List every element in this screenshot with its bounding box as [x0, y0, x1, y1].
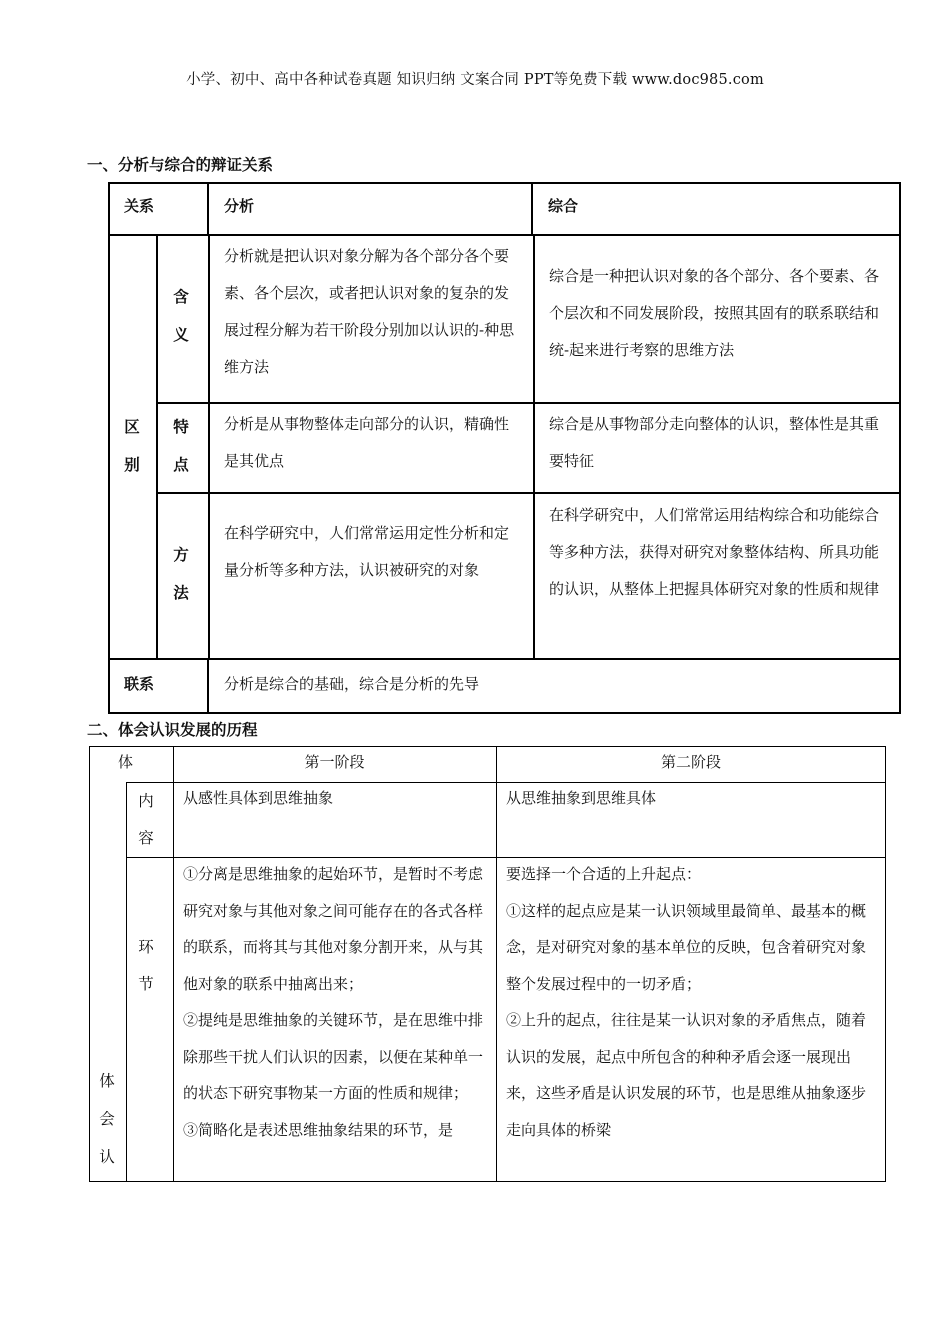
- feature-label-2: 点: [173, 456, 189, 474]
- link-stage2-item: 要选择一个合适的上升起点：: [506, 865, 702, 883]
- page-header: 小学、初中、高中各种试卷真题 知识归纳 文案合同 PPT等免费下载 www.doc985.com: [186, 72, 764, 88]
- relation-header: 关系: [124, 197, 155, 215]
- link-stage1: [183, 856, 493, 1148]
- feature-label-1: 特: [173, 418, 189, 436]
- outer-label-1: 体: [99, 1072, 115, 1090]
- link-stage1-item: ③简略化是表述思维抽象结果的环节，是: [183, 1120, 454, 1139]
- method-label-1: 方: [173, 546, 189, 564]
- connection-text: 分析是综合的基础，综合是分析的先导: [224, 675, 480, 693]
- section2-title: 二、体会认识发展的历程: [87, 721, 258, 739]
- content-stage2: 从思维抽象到思维具体: [506, 789, 657, 807]
- synthesis-header: 综合: [548, 197, 579, 215]
- meaning-label-2: 义: [173, 326, 189, 344]
- link-stage2: [506, 856, 878, 1148]
- meaning-synthesis: 综合是一种把认识对象的各个部分、各个要素、各个层次和不同发展阶段，按照其固有的联系联结和统-起来进行考察的思维方法: [549, 267, 880, 359]
- analysis-header: 分析: [224, 197, 255, 215]
- method-label-2: 法: [173, 584, 189, 602]
- link-label-1: 环: [138, 938, 154, 956]
- section1-title: 一、分析与综合的辩证关系: [87, 156, 274, 174]
- link-label-2: 节: [138, 975, 154, 993]
- corner-label: 体: [118, 753, 134, 771]
- method-analysis: 在科学研究中，人们常常运用定性分析和定量分析等多种方法，认识被研究的对象: [224, 524, 510, 579]
- stage1-header: 第一阶段: [304, 753, 365, 771]
- link-stage2-item: ②上升的起点，往往是某一认识对象的矛盾焦点，随着认识的发展，起点中所包含的种种矛盾会逐一展现出来，这些矛盾是认识发展的环节，也是思维从抽象逐步走向具体的桥梁: [506, 1011, 867, 1139]
- link-stage1-item: ①分离是思维抽象的起始环节，是暂时不考虑研究对象与其他对象之间可能存在的各式各样的联系，而将其与其他对象分割开来，从与其他对象的联系中抽离出来；: [183, 865, 484, 993]
- method-synthesis: 在科学研究中，人们常常运用结构综合和功能综合等多种方法，获得对研究对象整体结构、所具功能的认识，从整体上把握具体研究对象的性质和规律: [549, 506, 880, 598]
- content-label-2: 容: [138, 829, 154, 847]
- content-label-1: 内: [138, 792, 154, 810]
- stage2-header: 第二阶段: [660, 753, 721, 771]
- feature-synthesis: 综合是从事物部分走向整体的认识，整体性是其重要特征: [549, 415, 880, 470]
- meaning-label-1: 含: [173, 288, 189, 306]
- outer-label-2: 会: [99, 1110, 115, 1128]
- content-stage1: 从感性具体到思维抽象: [183, 789, 334, 807]
- link-stage2-item: ①这样的起点应是某一认识领域里最简单、最基本的概念，是对研究对象的基本单位的反映，包含着研究对象整个发展过程中的一切矛盾；: [506, 901, 867, 993]
- feature-analysis: 分析是从事物整体走向部分的认识，精确性是其优点: [224, 415, 510, 470]
- link-stage1-item: ②提纯是思维抽象的关键环节，是在思维中排除那些干扰人们认识的因素，以便在某种单一的状态下研究事物某一方面的性质和规律；: [183, 1011, 484, 1102]
- connection-label: 联系: [124, 675, 155, 693]
- outer-label-3: 认: [99, 1148, 115, 1166]
- meaning-analysis: 分析就是把认识对象分解为各个部分各个要素、各个层次，或者把认识对象的复杂的发展过程分解为若干阶段分别加以认识的-种思维方法: [224, 247, 515, 376]
- difference-label-1: 区: [124, 418, 140, 436]
- difference-label-2: 别: [124, 456, 140, 474]
